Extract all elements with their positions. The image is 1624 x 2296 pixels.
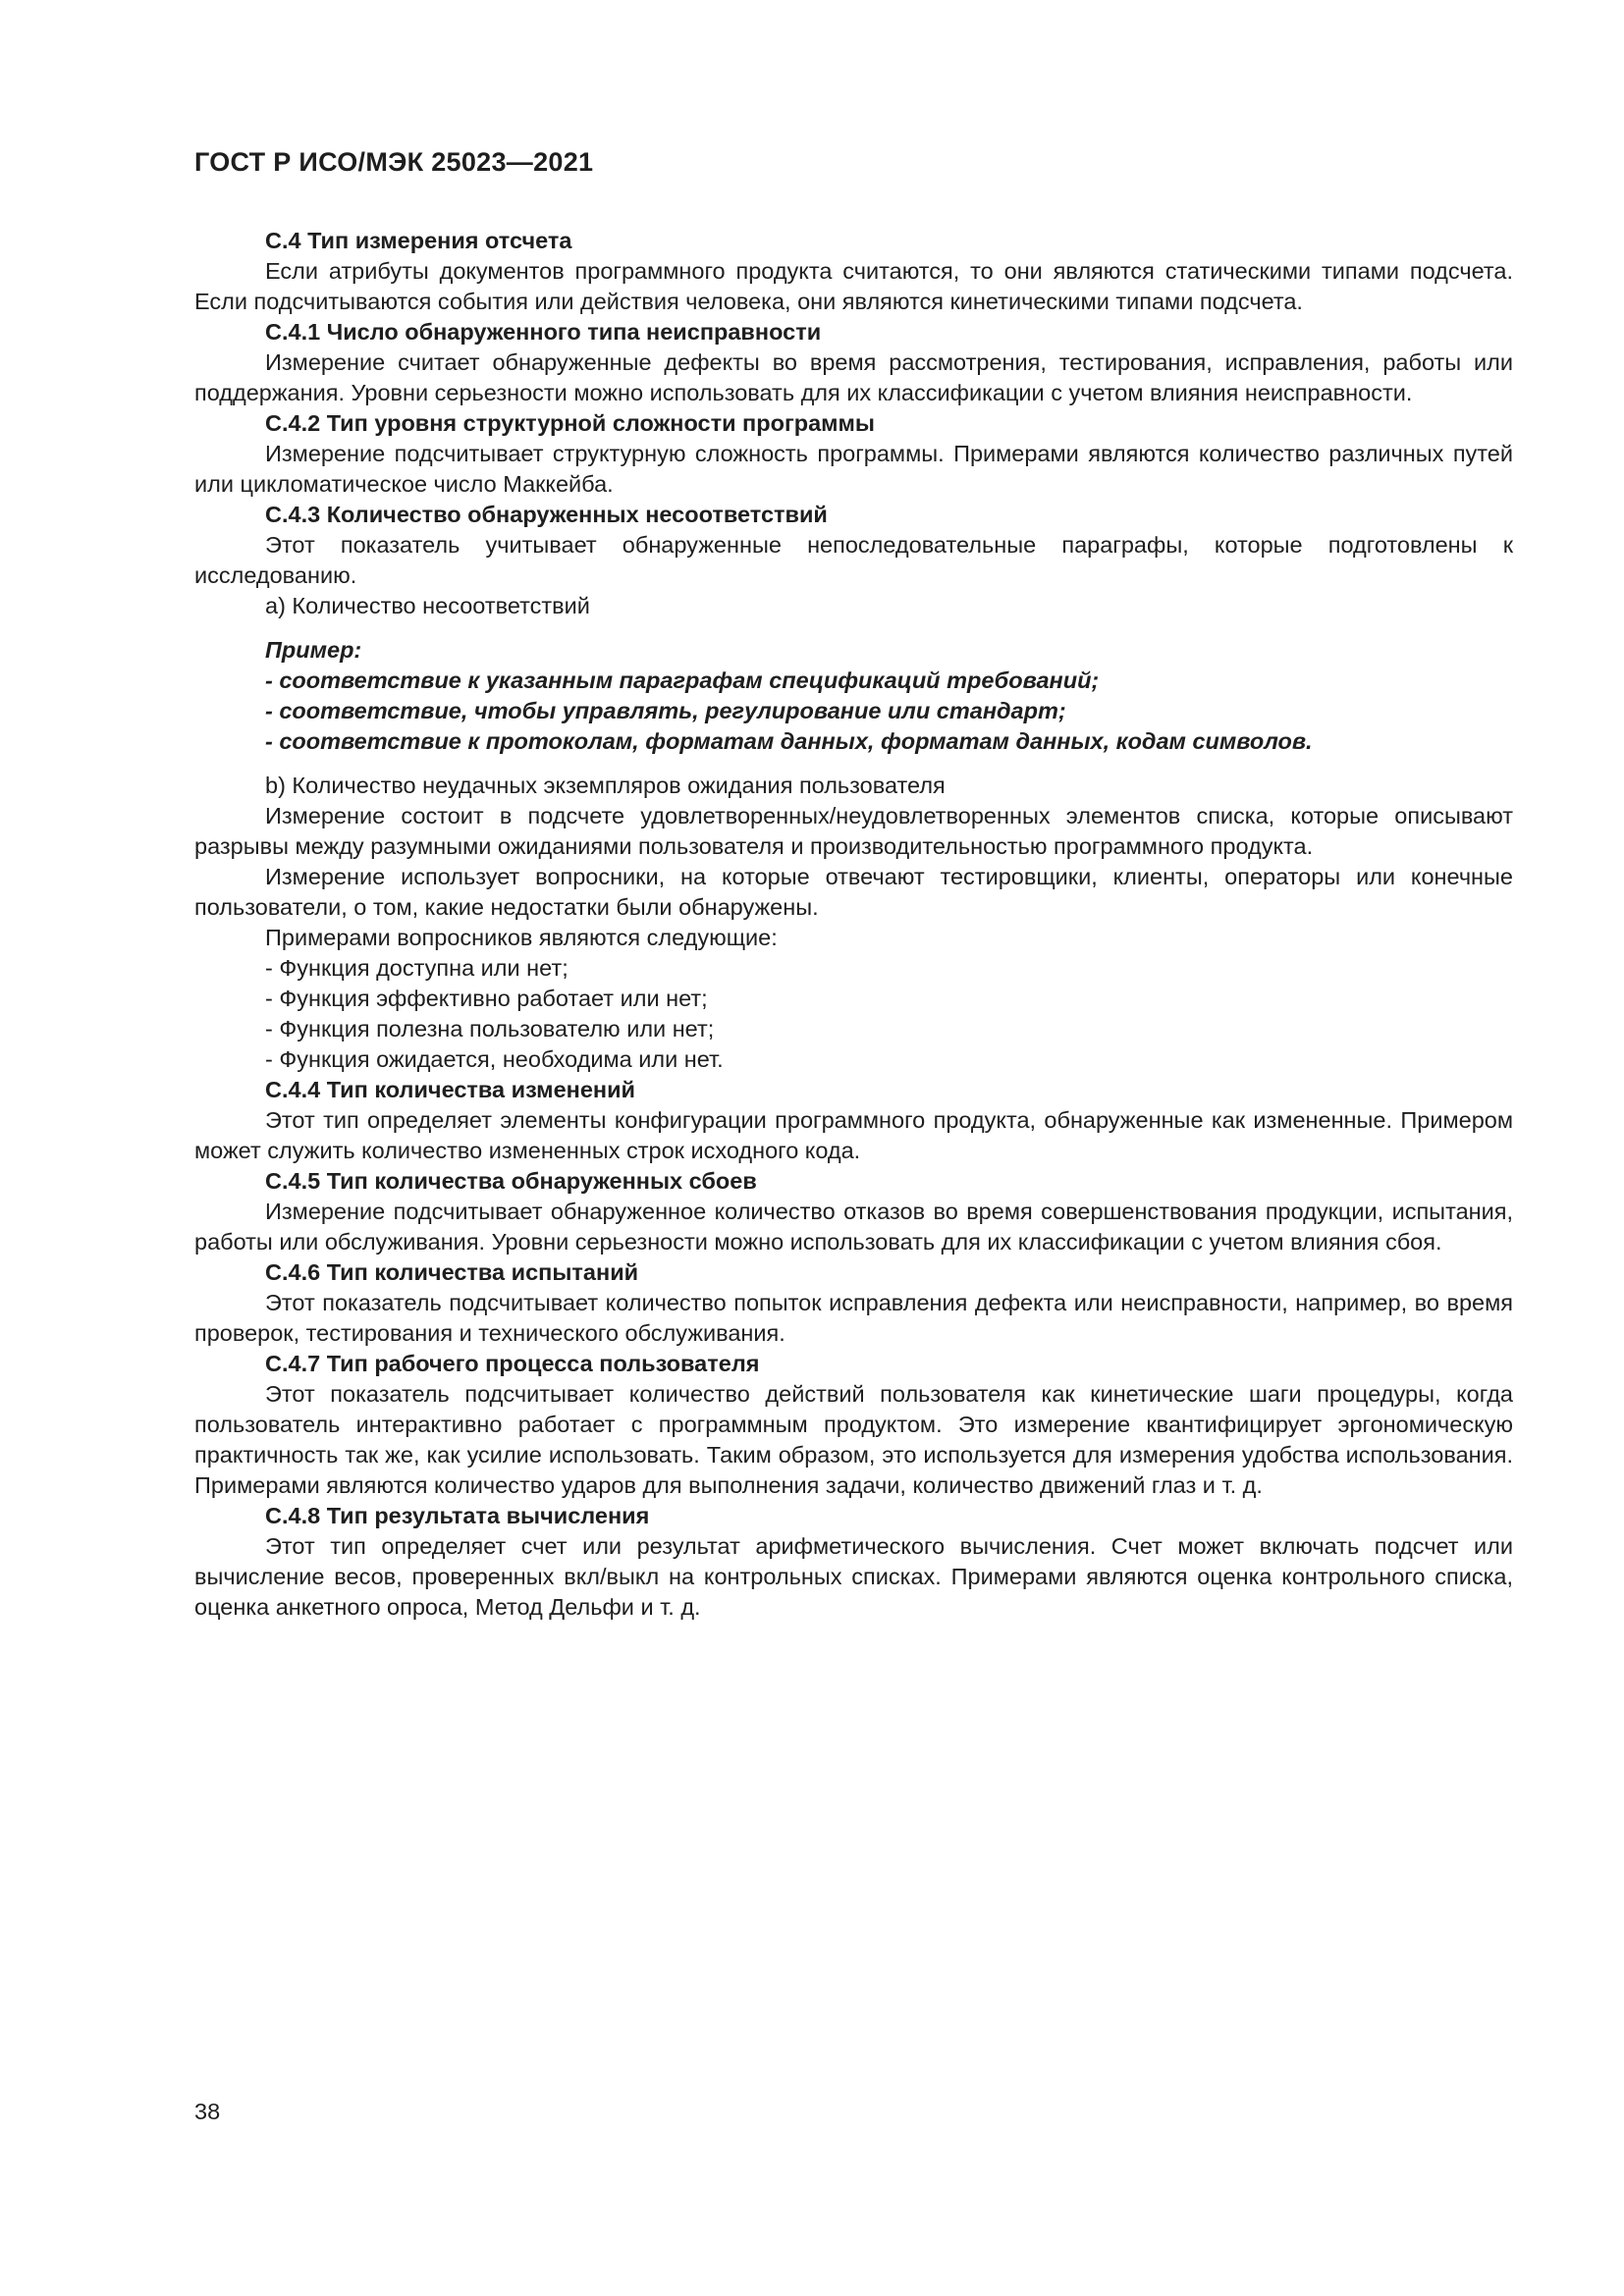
page-number: 38 xyxy=(194,2099,221,2124)
section-heading-c43: С.4.3 Количество обнаруженных несоответствий xyxy=(265,502,828,527)
list-item: - Функция ожидается, необходима или нет. xyxy=(265,1046,724,1072)
list-item-b: b) Количество неудачных экземпляров ожидания пользователя xyxy=(265,773,946,798)
section-heading-c46: С.4.6 Тип количества испытаний xyxy=(265,1259,639,1285)
section-text-c48: Этот тип определяет счет или результат арифметического вычисления. Счет может включать подсчет или вычисление весов, проверенных вкл/выкл на контрольных списках. Примерами являются оценка контрольного списка, оценка анкетного опроса, Метод Дельфи и т. д. xyxy=(194,1533,1513,1620)
document-body xyxy=(194,226,1513,1623)
section-heading-c4: С.4 Тип измерения отсчета xyxy=(265,228,572,253)
section-text-c41: Измерение считает обнаруженные дефекты во время рассмотрения, тестирования, исправления, работы или поддержания. Уровни серьезности можно использовать для их классификации с учетом влияния неисправности. xyxy=(194,349,1513,405)
list-item: - Функция эффективно работает или нет; xyxy=(265,986,708,1011)
list-item: - Функция полезна пользователю или нет; xyxy=(265,1016,715,1041)
example-line: - соответствие к указанным параграфам спецификаций требований; xyxy=(265,667,1100,693)
section-text-c46: Этот показатель подсчитывает количество попыток исправления дефекта или неисправности, например, во время проверок, тестирования и технического обслуживания. xyxy=(194,1290,1513,1346)
example-title: Пример: xyxy=(265,637,362,663)
section-text-c43: Этот показатель учитывает обнаруженные непоследовательные параграфы, которые подготовлены к исследованию. xyxy=(194,532,1513,588)
section-heading-c45: С.4.5 Тип количества обнаруженных сбоев xyxy=(265,1168,757,1194)
section-heading-c41: С.4.1 Число обнаруженного типа неисправности xyxy=(265,319,822,345)
section-paragraph: Измерение использует вопросники, на которые отвечают тестировщики, клиенты, операторы или конечные пользователи, о том, какие недостатки были обнаружены. xyxy=(194,864,1513,920)
list-item: - Функция доступна или нет; xyxy=(265,955,568,981)
section-text-c42: Измерение подсчитывает структурную сложность программы. Примерами являются количество различных путей или цикломатическое число Маккейба. xyxy=(194,441,1513,497)
example-line: - соответствие к протоколам, форматам данных, форматам данных, кодам символов. xyxy=(265,728,1313,754)
section-text-c4: Если атрибуты документов программного продукта считаются, то они являются статическими типами подсчета. Если подсчитываются события или действия человека, они являются кинетическими типами подсчета. xyxy=(194,258,1513,314)
section-heading-c44: С.4.4 Тип количества изменений xyxy=(265,1077,635,1102)
example-block xyxy=(265,635,1513,757)
list-item-a: a) Количество несоответствий xyxy=(265,593,590,618)
section-paragraph: Примерами вопросников являются следующие: xyxy=(265,925,778,950)
section-heading-c42: С.4.2 Тип уровня структурной сложности программы xyxy=(265,410,876,436)
section-heading-c48: С.4.8 Тип результата вычисления xyxy=(265,1503,650,1528)
example-line: - соответствие, чтобы управлять, регулирование или стандарт; xyxy=(265,698,1066,723)
section-text-c47: Этот показатель подсчитывает количество действий пользователя как кинетические шаги процедуры, когда пользователь интерактивно работает с программным продуктом. Это измерение квантифицирует эргономическую практичность так же, как усилие использовать. Таким образом, это используется для измерения удобства использования. Примерами являются количество ударов для выполнения задачи, количество движений глаз и т. д. xyxy=(194,1381,1513,1498)
section-paragraph: Измерение состоит в подсчете удовлетворенных/неудовлетворенных элементов списка, которые описывают разрывы между разумными ожиданиями пользователя и производительностью программного продукта. xyxy=(194,803,1513,859)
section-text-c44: Этот тип определяет элементы конфигурации программного продукта, обнаруженные как измененные. Примером может служить количество измененных строк исходного кода. xyxy=(194,1107,1513,1163)
section-heading-c47: С.4.7 Тип рабочего процесса пользователя xyxy=(265,1351,760,1376)
document-header-title: ГОСТ Р ИСО/МЭК 25023—2021 xyxy=(194,147,594,177)
section-text-c45: Измерение подсчитывает обнаруженное количество отказов во время совершенствования продукции, испытания, работы или обслуживания. Уровни серьезности можно использовать для их классификации с учетом влияния сбоя. xyxy=(194,1199,1513,1255)
